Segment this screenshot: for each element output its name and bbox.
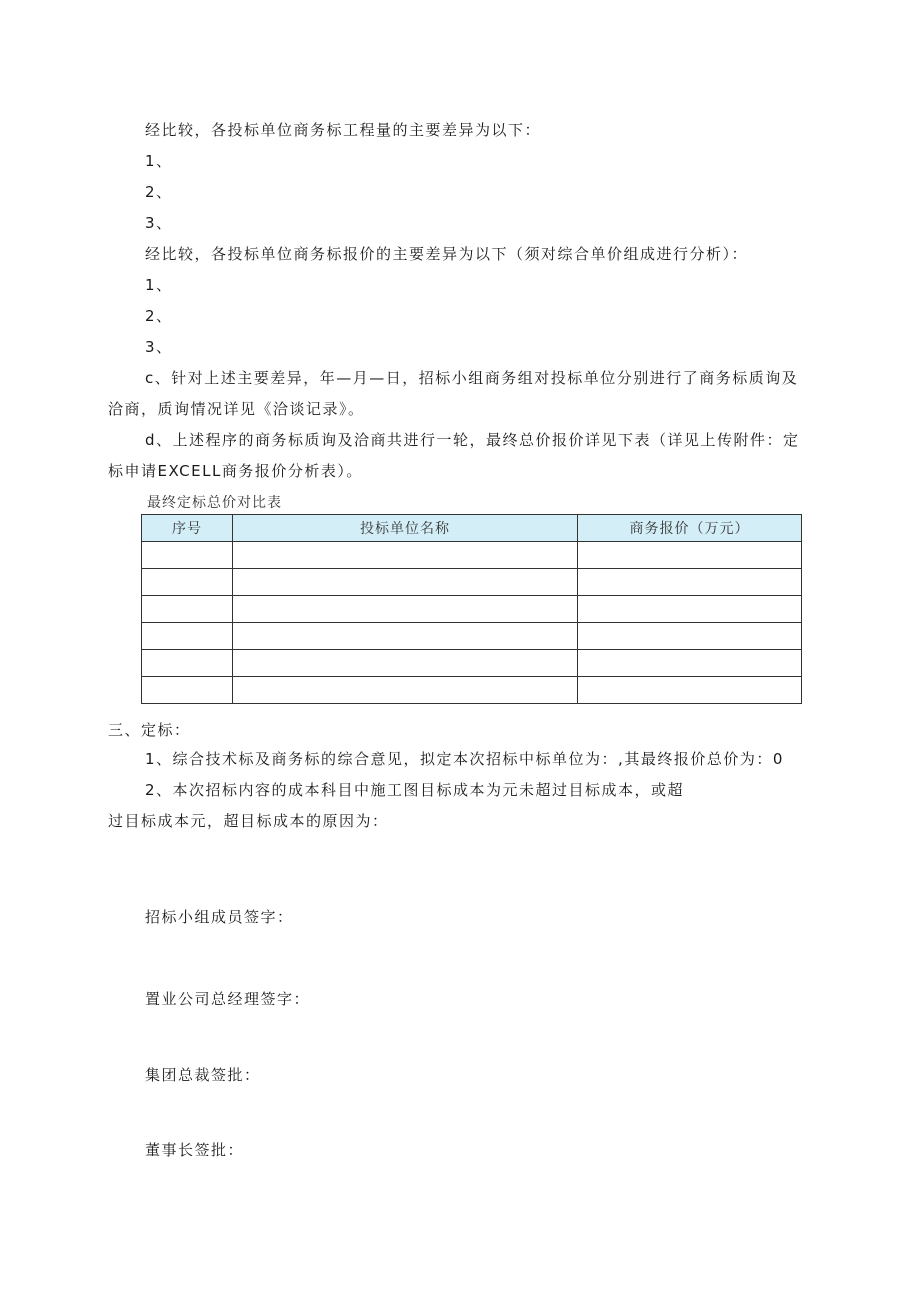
table-row	[142, 677, 802, 704]
table-cell	[233, 542, 578, 569]
table-cell	[142, 650, 233, 677]
table-cell	[578, 569, 802, 596]
signature-chairman-label: 董事长签批：	[145, 1141, 245, 1159]
table-cell	[233, 623, 578, 650]
table-row	[142, 569, 802, 596]
table-cell	[578, 623, 802, 650]
table-cell	[142, 542, 233, 569]
section-b-item-3: 3、	[145, 338, 173, 356]
para-c-line2: 洽商，质询情况详见《洽谈记录》。	[108, 400, 365, 418]
table-caption: 最终定标总价对比表	[147, 495, 282, 511]
table-row	[142, 623, 802, 650]
table-cell	[142, 596, 233, 623]
table-cell	[233, 677, 578, 704]
table-row	[142, 596, 802, 623]
header-seq: 序号	[142, 515, 233, 542]
table-cell	[233, 569, 578, 596]
table-cell	[142, 623, 233, 650]
table-cell	[233, 596, 578, 623]
table-header-row	[142, 515, 802, 542]
table-cell	[578, 542, 802, 569]
signature-gm-label: 置业公司总经理签字：	[145, 990, 311, 1008]
section-b-item-1: 1、	[145, 276, 173, 294]
section-three-item-2-line1: 2、本次招标内容的成本科目中施工图目标成本为元未超过目标成本，或超	[145, 781, 685, 799]
signature-team-label: 招标小组成员签字：	[145, 908, 294, 926]
para-d-line1: d、上述程序的商务标质询及洽商共进行一轮，最终总价报价详见下表（详见上传附件：定	[145, 431, 800, 449]
para-c-line1: c、针对上述主要差异，年—月—日，招标小组商务组对投标单位分别进行了商务标质询及	[145, 369, 799, 387]
signature-president-label: 集团总裁签批：	[145, 1066, 261, 1084]
table-cell	[142, 569, 233, 596]
section-b-intro: 经比较，各投标单位商务标报价的主要差异为以下（须对综合单价组成进行分析）：	[145, 245, 749, 263]
table-cell	[233, 650, 578, 677]
header-price: 商务报价（万元）	[578, 515, 802, 542]
table-cell	[578, 677, 802, 704]
header-bidder-name: 投标单位名称	[233, 515, 578, 542]
table-cell	[578, 650, 802, 677]
section-three-heading: 三、定标：	[108, 721, 191, 739]
section-three-item-1: 1、综合技术标及商务标的综合意见，拟定本次招标中标单位为：,其最终报价总价为：0	[145, 750, 784, 768]
section-b-item-2: 2、	[145, 307, 173, 325]
section-a-item-3: 3、	[145, 214, 173, 232]
section-a-item-1: 1、	[145, 152, 173, 170]
table-cell	[578, 596, 802, 623]
table-row	[142, 650, 802, 677]
section-three-item-2-line2: 过目标成本元，超目标成本的原因为：	[108, 812, 389, 830]
para-d-line2: 标申请EXCELL商务报价分析表）。	[108, 462, 363, 480]
price-comparison-table	[141, 514, 802, 704]
table-cell	[142, 677, 233, 704]
section-a-item-2: 2、	[145, 183, 173, 201]
section-a-intro: 经比较，各投标单位商务标工程量的主要差异为以下：	[145, 121, 542, 139]
table-row	[142, 542, 802, 569]
